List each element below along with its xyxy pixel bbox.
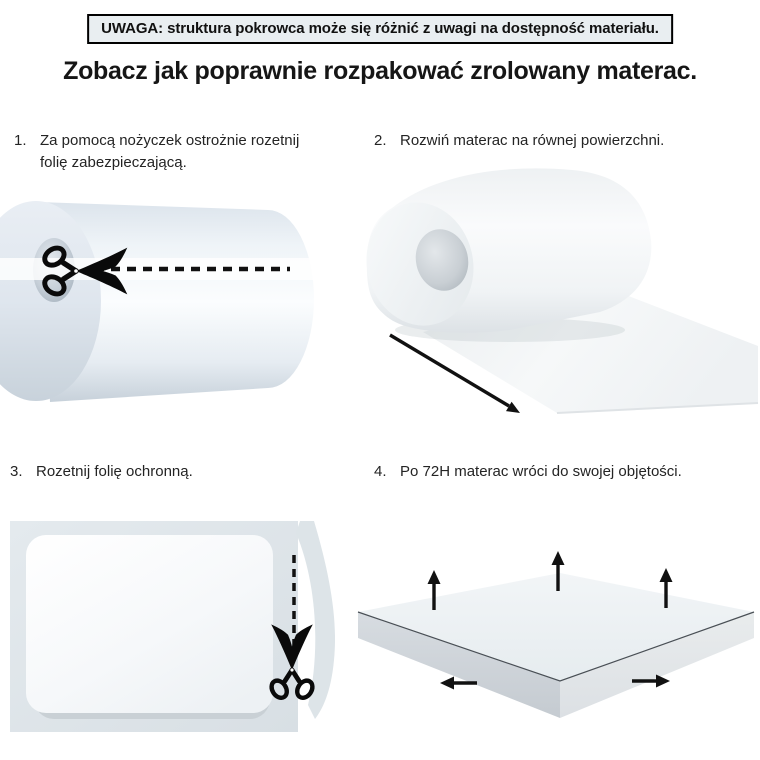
unrolling-mattress-graphic [360,168,758,413]
step-3-number: 3. [10,463,23,480]
step-3-label [10,461,340,483]
foil-and-mattress-graphic [10,521,335,732]
expanded-mattress-graphic [358,573,754,718]
step-2-label [374,130,754,152]
foil-flap [296,521,335,719]
step-2-number: 2. [374,132,387,149]
step-1-illustration-rolled-mattress [0,180,340,425]
step-4-illustration-expanding-mattress [356,520,760,760]
step-3-text: Rozetnij folię ochronną. [36,463,193,480]
notice-banner [87,14,673,44]
mattress-top [26,535,273,713]
mattress-top-face [358,573,754,681]
step-3-illustration-cutting-foil [0,505,350,760]
step-1-label [14,130,320,173]
page-title: Zobacz jak poprawnie rozpakować zrolowany materac. [63,57,697,85]
notice-banner-text: UWAGA: struktura pokrowca może się różnić z uwagi na dostępność materiału. [101,20,659,37]
step-1-number: 1. [14,132,27,149]
step-2-illustration-unrolling-mattress [360,160,760,425]
step-4-number: 4. [374,463,387,480]
step-1-text: Za pomocą nożyczek ostrożnie rozetnij folię zabezpieczającą. [40,132,300,171]
rolled-mattress-graphic [0,201,316,402]
step-4-text: Po 72H materac wróci do swojej objętości. [400,463,682,480]
step-2-text: Rozwiń materac na równej powierzchni. [400,132,665,149]
step-4-label [374,461,754,483]
